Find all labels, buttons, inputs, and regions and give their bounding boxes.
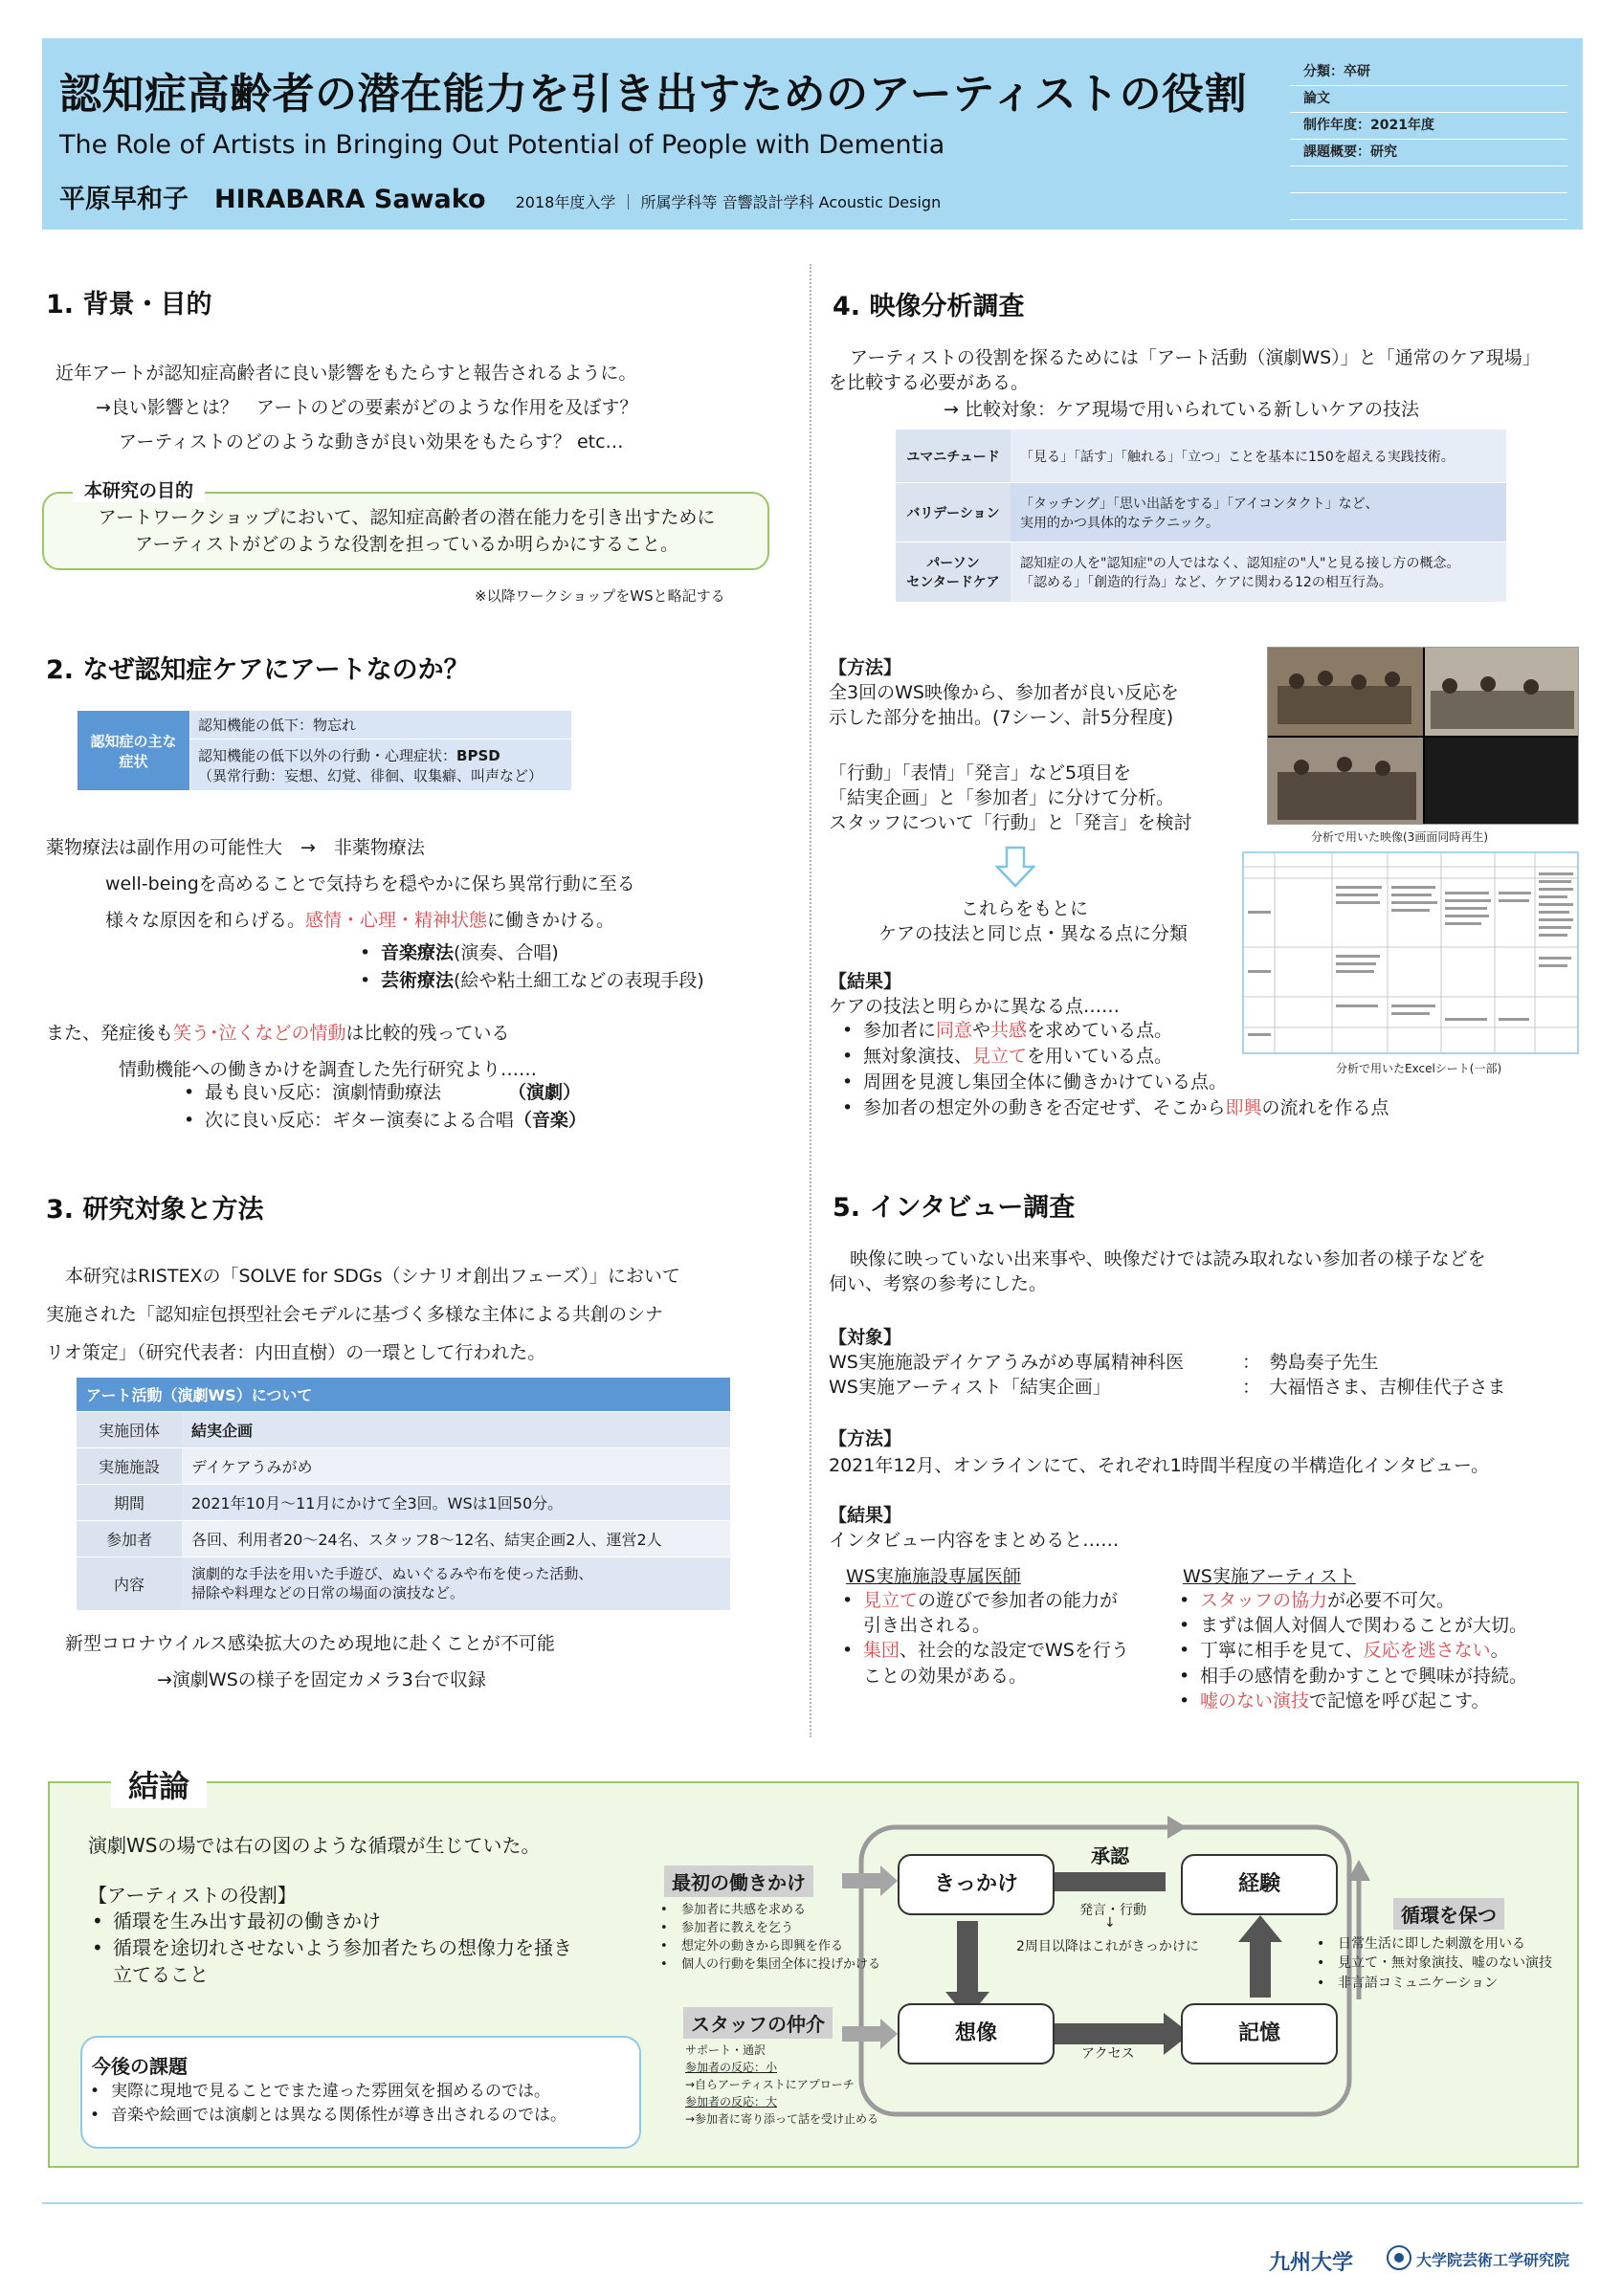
ws-table xyxy=(77,1378,730,1610)
meta-summary: 課題概要：研究 xyxy=(1290,140,1567,166)
s2-line-4c: は比較的残っている xyxy=(345,1023,510,1044)
ws-key: 期間 xyxy=(77,1485,182,1521)
s2-therapy-list xyxy=(356,939,704,994)
s4-compare-1: これらをもとに xyxy=(961,898,1089,919)
s4-method-4: 「結実企画」と「参加者」に分けて分析。 xyxy=(829,787,1175,808)
care-val: 「見る」「話す」「触れる」「立つ」ことを基本に150を超える実践技術。 xyxy=(1011,430,1506,483)
artist-list xyxy=(1175,1588,1527,1713)
label-approval: 承認 xyxy=(1091,1844,1129,1867)
therapy-art: 芸術療法 xyxy=(381,969,455,991)
down-arrow-body xyxy=(957,1921,978,1994)
meta-empty-row xyxy=(1290,166,1567,193)
therapy-music-detail: (演奏、合唱) xyxy=(454,942,559,963)
s5-method-head: 【方法】 xyxy=(829,1428,902,1449)
up-arrow-head xyxy=(1238,1915,1282,1942)
meta-category: 分類：卒研 xyxy=(1290,59,1567,86)
table-row xyxy=(77,1521,730,1557)
s4-method-1: 全3回のWS映像から、参加者が良い反応を xyxy=(829,682,1179,703)
r1-text: を求めている点。 xyxy=(1027,1020,1173,1041)
artist-title: WS実施アーティスト xyxy=(1183,1566,1356,1587)
r4-text: の流れを作る点 xyxy=(1261,1096,1389,1118)
r4-improv: 即興 xyxy=(1225,1096,1262,1118)
care-val-line: 認知症の人を"認知症"の人ではなく、認知症の"人"と見る接し方の概念。 xyxy=(1020,555,1460,571)
column-divider xyxy=(810,264,811,1737)
art-acting: 嘘のない演技 xyxy=(1200,1689,1310,1711)
s3-foot-1: 新型コロナウイルス感染拡大のため現地に赴くことが不可能 xyxy=(65,1633,555,1654)
doc-text: 引き出される。 xyxy=(863,1615,991,1637)
list-item xyxy=(180,1107,587,1135)
art-text: が必要不可欠。 xyxy=(1327,1590,1455,1611)
list-item: • 参加者に共感を求める xyxy=(656,1902,880,1920)
ws-key: 参加者 xyxy=(77,1521,182,1557)
staff-mediation-notes xyxy=(685,2042,878,2128)
label-keep-cycle: 循環を保つ xyxy=(1393,1898,1504,1930)
staff-line: 参加者の反応：小 xyxy=(685,2061,778,2074)
s4-para-3: → 比較対象：ケア現場で用いられている新しいケアの技法 xyxy=(944,399,1419,420)
care-val-line: 「タッチング」「思い出話をする」「アイコンタクト」など、 xyxy=(1020,496,1379,512)
node-keiken: 経験 xyxy=(1181,1854,1338,1915)
label-speech-action: 発言・行動 xyxy=(1079,1903,1146,1918)
purpose-line-2: アーティストがどのような役割を担っているか明らかにすること。 xyxy=(135,533,678,555)
table-row xyxy=(77,1485,730,1521)
s2-line-5: 情動機能への働きかけを調査した先行研究より…… xyxy=(119,1059,538,1080)
s2-line-3a: 様々な原因を和らげる。 xyxy=(105,910,306,931)
art-text: 丁寧に相手を見て、 xyxy=(1200,1640,1364,1662)
r2-text: を用いている点。 xyxy=(1027,1045,1173,1067)
first-input-arrow xyxy=(842,1873,884,1888)
loop-arrow-icon xyxy=(1167,1816,1187,1839)
care-key-line: センタードケア xyxy=(906,574,1000,590)
care-val xyxy=(1011,542,1506,602)
staff-line: →自らアーティストにアプローチ xyxy=(685,2078,855,2091)
label-staff-mediation: スタッフの仲介 xyxy=(683,2007,833,2039)
list-item: • まずは個人対個人で関わることが大切。 xyxy=(1175,1613,1527,1638)
s4-method-5: スタッフについて「行動」と「発言」を検討 xyxy=(829,812,1192,833)
university-emblem-icon xyxy=(1386,2244,1412,2271)
s5-method-1: 2021年12月、オンラインにて、それぞれ1時間半程度の半構造化インタビュー。 xyxy=(829,1455,1490,1476)
care-val xyxy=(1011,483,1506,542)
research-item-1-tag: （演劇） xyxy=(508,1082,582,1103)
list-item xyxy=(356,939,704,967)
s5-target-head: 【対象】 xyxy=(829,1327,902,1348)
s5-para-2: 伺い、考察の参考にした。 xyxy=(829,1273,1048,1294)
analysis-video-image xyxy=(1267,647,1579,825)
table-row xyxy=(896,430,1506,483)
s3-foot-2: →演劇WSの様子を固定カメラ3台で収録 xyxy=(157,1669,486,1690)
future-list xyxy=(86,2080,567,2127)
table-row xyxy=(896,542,1506,602)
s2-line-4a: また、発症後も xyxy=(46,1023,174,1044)
table-row xyxy=(77,1412,730,1448)
meta-type: 論文 xyxy=(1290,86,1567,113)
page-title: 認知症高齢者の潜在能力を引き出すためのアーティストの役割 xyxy=(59,70,1248,119)
staff-line: →参加者に寄り添って話を受け止める xyxy=(685,2112,879,2126)
meta-box xyxy=(1290,59,1567,220)
r1-text: や xyxy=(972,1020,991,1041)
s2-line-3 xyxy=(105,907,614,935)
symptom-table-head: 認知症の主な症状 xyxy=(78,711,190,791)
photo-caption: 分析で用いた映像(3画面同時再生) xyxy=(1311,830,1488,844)
care-key-line: パーソン xyxy=(926,555,980,571)
doc-text: ことの効果がある。 xyxy=(863,1665,1028,1687)
s5-target-2b: ： 大福悟さま、吉柳佳代子さま xyxy=(1242,1377,1506,1398)
care-table xyxy=(896,429,1506,602)
s4-method-head: 【方法】 xyxy=(829,657,902,678)
research-item-2: 次に良い反応：ギター演奏による合唱 xyxy=(205,1109,514,1131)
r1-empathy: 共感 xyxy=(990,1020,1028,1041)
table-row xyxy=(77,1557,730,1610)
author-meta: 2018年度入学 ｜ 所属学科等 音響設計学科 Acoustic Design xyxy=(515,193,942,211)
r1-agree: 同意 xyxy=(936,1020,973,1041)
ws-key: 実施施設 xyxy=(77,1448,182,1485)
s5-result-head: 【結果】 xyxy=(829,1505,902,1526)
footer-graduate-school: 大学院芸術工学研究院 xyxy=(1416,2251,1570,2269)
s4-result-head: 【結果】 xyxy=(829,971,902,992)
r1-text: 参加者に xyxy=(863,1020,937,1041)
therapy-music: 音楽療法 xyxy=(381,942,455,963)
ws-val xyxy=(182,1557,730,1610)
symptom-table xyxy=(77,710,572,791)
s5-target-2a: WS実施アーティスト「結実企画」 xyxy=(829,1377,1111,1398)
role-2-line: 循環を途切れさせないよう参加者たちの想像力を掻き xyxy=(113,1936,572,1959)
ws-key: 実施団体 xyxy=(77,1412,182,1448)
s4-method-3: 「行動」「表情」「発言」など5項目を xyxy=(829,762,1132,784)
first-input-arrow-head xyxy=(880,1866,898,1896)
s3-para-1: 本研究はRISTEXの「SOLVE for SDGs（シナリオ創出フェーズ）」において xyxy=(65,1266,680,1287)
role-2-line: 立てること xyxy=(113,1963,209,1986)
excel-grid-image xyxy=(1244,853,1577,1052)
excel-sheet-image xyxy=(1242,851,1579,1054)
staff-input-arrow xyxy=(842,2026,884,2042)
staff-input-arrow-head xyxy=(880,2019,898,2049)
ws-val: 2021年10月～11月にかけて全3回。WSは1回50分。 xyxy=(182,1485,730,1521)
list-item: • 見立て・無対象演技、嘘のない演技 xyxy=(1313,1954,1552,1973)
s5-target-1b: ： 勢島奏子先生 xyxy=(1242,1352,1379,1373)
s4-para-1: アーティストの役割を探るためには「アート活動（演劇WS）」と「通常のケア現場」 xyxy=(850,347,1541,368)
s3-para-2: 実施された「認知症包摂型社会モデルに基づく多様な主体による共創のシナ xyxy=(46,1304,664,1325)
s5-result-0: インタビュー内容をまとめると…… xyxy=(829,1530,1120,1551)
staff-line: サポート・通訳 xyxy=(685,2043,767,2057)
page-subtitle: The Role of Artists in Bringing Out Potential of People with Dementia xyxy=(59,130,945,160)
first-action-list xyxy=(656,1902,880,1974)
role-head: 【アーティストの役割】 xyxy=(88,1884,297,1907)
table-row xyxy=(77,1448,730,1485)
label-second-round: 2周目以降はこれがきっかけに xyxy=(1016,1939,1199,1954)
care-key: ユマニチュード xyxy=(896,430,1011,483)
s1-line-3: アーティストのどのような動きが良い効果をもたらす？ etc… xyxy=(119,431,624,453)
care-key: バリデーション xyxy=(896,483,1011,542)
footer-line xyxy=(42,2202,1583,2204)
ws-val: 各回、利用者20～24名、スタッフ8～12名、結実企画2人、運営2人 xyxy=(182,1521,730,1557)
care-key xyxy=(896,542,1011,602)
list-item: • 実際に現地で見ることでまた違った雰囲気を掴めるのでは。 xyxy=(86,2080,567,2104)
conclusion-title: 結論 xyxy=(111,1760,207,1808)
doctor-list xyxy=(838,1588,1129,1689)
s1-note: ※以降ワークショップをWSと略記する xyxy=(475,587,725,605)
access-arrow-body xyxy=(1053,2023,1166,2044)
purpose-line-1: アートワークショップにおいて、認知症高齢者の潜在能力を引き出すために xyxy=(98,507,716,528)
art-text: 。 xyxy=(1490,1640,1509,1662)
list-item: • 参加者に教えを乞う xyxy=(656,1920,880,1938)
s5-target-1a: WS実施施設デイケアうみがめ専属精神科医 xyxy=(829,1352,1185,1373)
section-5-title: 5. インタビュー調査 xyxy=(833,1193,1076,1223)
s2-line-1: 薬物療法は副作用の可能性大 → 非薬物療法 xyxy=(46,837,425,858)
s5-para-1: 映像に映っていない出来事や、映像だけでは読み取れない参加者の様子などを xyxy=(850,1248,1486,1269)
s2-line-4 xyxy=(46,1020,510,1048)
ws-val: デイケアうみがめ xyxy=(182,1448,730,1485)
doctor-title: WS実施施設専属医師 xyxy=(846,1566,1021,1587)
symptom-row-2 xyxy=(190,740,572,791)
meta-year: 制作年度：2021年度 xyxy=(1290,113,1567,140)
ws-val: 結実企画 xyxy=(182,1412,730,1448)
symptom-row-1: 認知機能の低下：物忘れ xyxy=(190,711,572,740)
s4-compare-2: ケアの技法と同じ点・異なる点に分類 xyxy=(878,923,1189,944)
ws-key: 内容 xyxy=(77,1557,182,1610)
ws-table-title: アート活動（演劇WS）について xyxy=(77,1378,730,1412)
list-item xyxy=(838,1638,1129,1688)
list-item xyxy=(1175,1588,1527,1613)
node-souzou: 想像 xyxy=(898,2003,1055,2064)
doc-group: 集団 xyxy=(863,1640,900,1662)
up-arrow-body xyxy=(1250,1940,1271,1998)
s3-para-3: リオ策定」（研究代表者：内田直樹）の一環として行われた。 xyxy=(46,1342,546,1363)
conclusion-line-1: 演劇WSの場では右の図のような循環が生じていた。 xyxy=(88,1834,541,1857)
s4-result-0: ケアの技法と明らかに異なる点…… xyxy=(829,996,1121,1017)
list-item: • 周囲を見渡し集団全体に働きかけている点。 xyxy=(838,1070,1389,1095)
research-item-1: 最も良い反応：演劇情動療法 xyxy=(205,1082,442,1103)
section-3-title: 3. 研究対象と方法 xyxy=(46,1195,264,1225)
node-kioku: 記憶 xyxy=(1181,2003,1338,2064)
list-item: • 非言語コミュニケーション xyxy=(1313,1974,1552,1993)
list-item: • 音楽や絵画では演劇とは異なる関係性が導き出されるのでは。 xyxy=(86,2104,567,2128)
list-item xyxy=(180,1079,587,1107)
doc-mitate: 見立て xyxy=(863,1590,919,1611)
author-line xyxy=(59,178,941,215)
list-item xyxy=(1175,1689,1527,1713)
doc-text: の遊びで参加者の能力が xyxy=(918,1590,1119,1611)
list-item xyxy=(88,1934,572,1988)
care-val-line: 実用的かつ具体的なテクニック。 xyxy=(1020,515,1220,531)
r4-text: 参加者の想定外の動きを否定せず、そこから xyxy=(863,1096,1226,1118)
ws-val-line: 演劇的な手法を用いた手遊び、ぬいぐるみや布を使った活動、 xyxy=(191,1565,593,1582)
down-arrow-icon xyxy=(995,846,1035,888)
s1-line-1: 近年アートが認知症高齢者に良い影響をもたらすと報告されるように。 xyxy=(56,363,637,384)
list-item xyxy=(838,1095,1389,1121)
s1-line-2: →良い影響とは？ アートのどの要素がどのような作用を及ぼす？ xyxy=(96,397,638,418)
ws-val-line: 掃除や料理などの日常の場面の演技など。 xyxy=(191,1584,465,1602)
small-down-arrow: ↓ xyxy=(1104,1915,1116,1931)
table-row xyxy=(896,483,1506,542)
video-frames-image xyxy=(1268,648,1579,825)
s2-line-4b: 笑う･泣くなどの情動 xyxy=(173,1023,346,1044)
label-access: アクセス xyxy=(1081,2046,1135,2062)
section-1-title: 1. 背景・目的 xyxy=(46,290,212,320)
list-item: • 個人の行動を集団全体に投げかける xyxy=(656,1956,880,1975)
art-text: で記憶を呼び起こす。 xyxy=(1309,1689,1490,1711)
care-val-line: 「認める」「創造的行為」など、ケアに関わる12の相互行為。 xyxy=(1020,574,1392,590)
therapy-art-detail: (絵や粘土細工などの表現手段) xyxy=(454,969,704,991)
list-item: • 循環を生み出す最初の働きかけ xyxy=(88,1908,572,1934)
s4-para-2: を比較する必要がある。 xyxy=(829,372,1030,393)
future-title: 今後の課題 xyxy=(92,2055,188,2078)
author-name: 平原早和子 HIRABARA Sawako xyxy=(59,185,486,214)
list-item: • 想定外の動きから即興を作る xyxy=(656,1938,880,1956)
footer-university: 九州大学 xyxy=(1269,2251,1354,2275)
art-reaction: 反応を逃さない xyxy=(1363,1640,1491,1662)
s2-line-3c: に働きかける。 xyxy=(487,910,615,931)
art-staff: スタッフの協力 xyxy=(1200,1590,1328,1611)
label-first-action: 最初の働きかけ xyxy=(664,1866,813,1897)
r2-text: 無対象演技、 xyxy=(863,1045,973,1067)
list-item: • 相手の感情を動かすことで興味が持続。 xyxy=(1175,1664,1527,1689)
list-item xyxy=(838,1588,1129,1638)
r2-mitate: 見立て xyxy=(972,1045,1028,1067)
symptom-row-2-text: 認知機能の低下以外の行動・心理症状： xyxy=(198,746,457,764)
list-item: • 日常生活に即した刺激を用いる xyxy=(1313,1934,1552,1954)
list-item xyxy=(356,967,704,995)
section-4-title: 4. 映像分析調査 xyxy=(833,292,1025,321)
keep-cycle-list xyxy=(1313,1934,1552,1993)
meta-empty-row xyxy=(1290,193,1567,220)
symptom-row-2-detail: （異常行動：妄想、幻覚、徘徊、収集癖、叫声など） xyxy=(198,766,544,784)
doc-text: 、社会的な設定でWSを行う xyxy=(900,1640,1129,1662)
section-2-title: 2. なぜ認知症ケアにアートなのか？ xyxy=(46,655,470,685)
list-item xyxy=(1175,1638,1527,1663)
symptom-bpsd: BPSD xyxy=(456,746,500,764)
staff-line: 参加者の反応：大 xyxy=(685,2095,778,2108)
s2-research-list xyxy=(180,1079,587,1134)
role-list xyxy=(88,1908,572,1988)
excel-caption: 分析で用いたExcelシート(一部) xyxy=(1336,1062,1502,1075)
s2-line-3b: 感情・心理・精神状態 xyxy=(305,910,488,931)
purpose-text xyxy=(57,505,756,558)
node-kikkake: きっかけ xyxy=(898,1854,1055,1915)
purpose-label: 本研究の目的 xyxy=(73,476,205,502)
research-item-2-tag: （音楽） xyxy=(513,1109,587,1131)
s2-line-2: well-beingを高めることで気持ちを穏やかに保ち異常行動に至る xyxy=(105,873,635,894)
s4-method-2: 示した部分を抽出。(7シーン、計5分程度) xyxy=(829,707,1174,728)
